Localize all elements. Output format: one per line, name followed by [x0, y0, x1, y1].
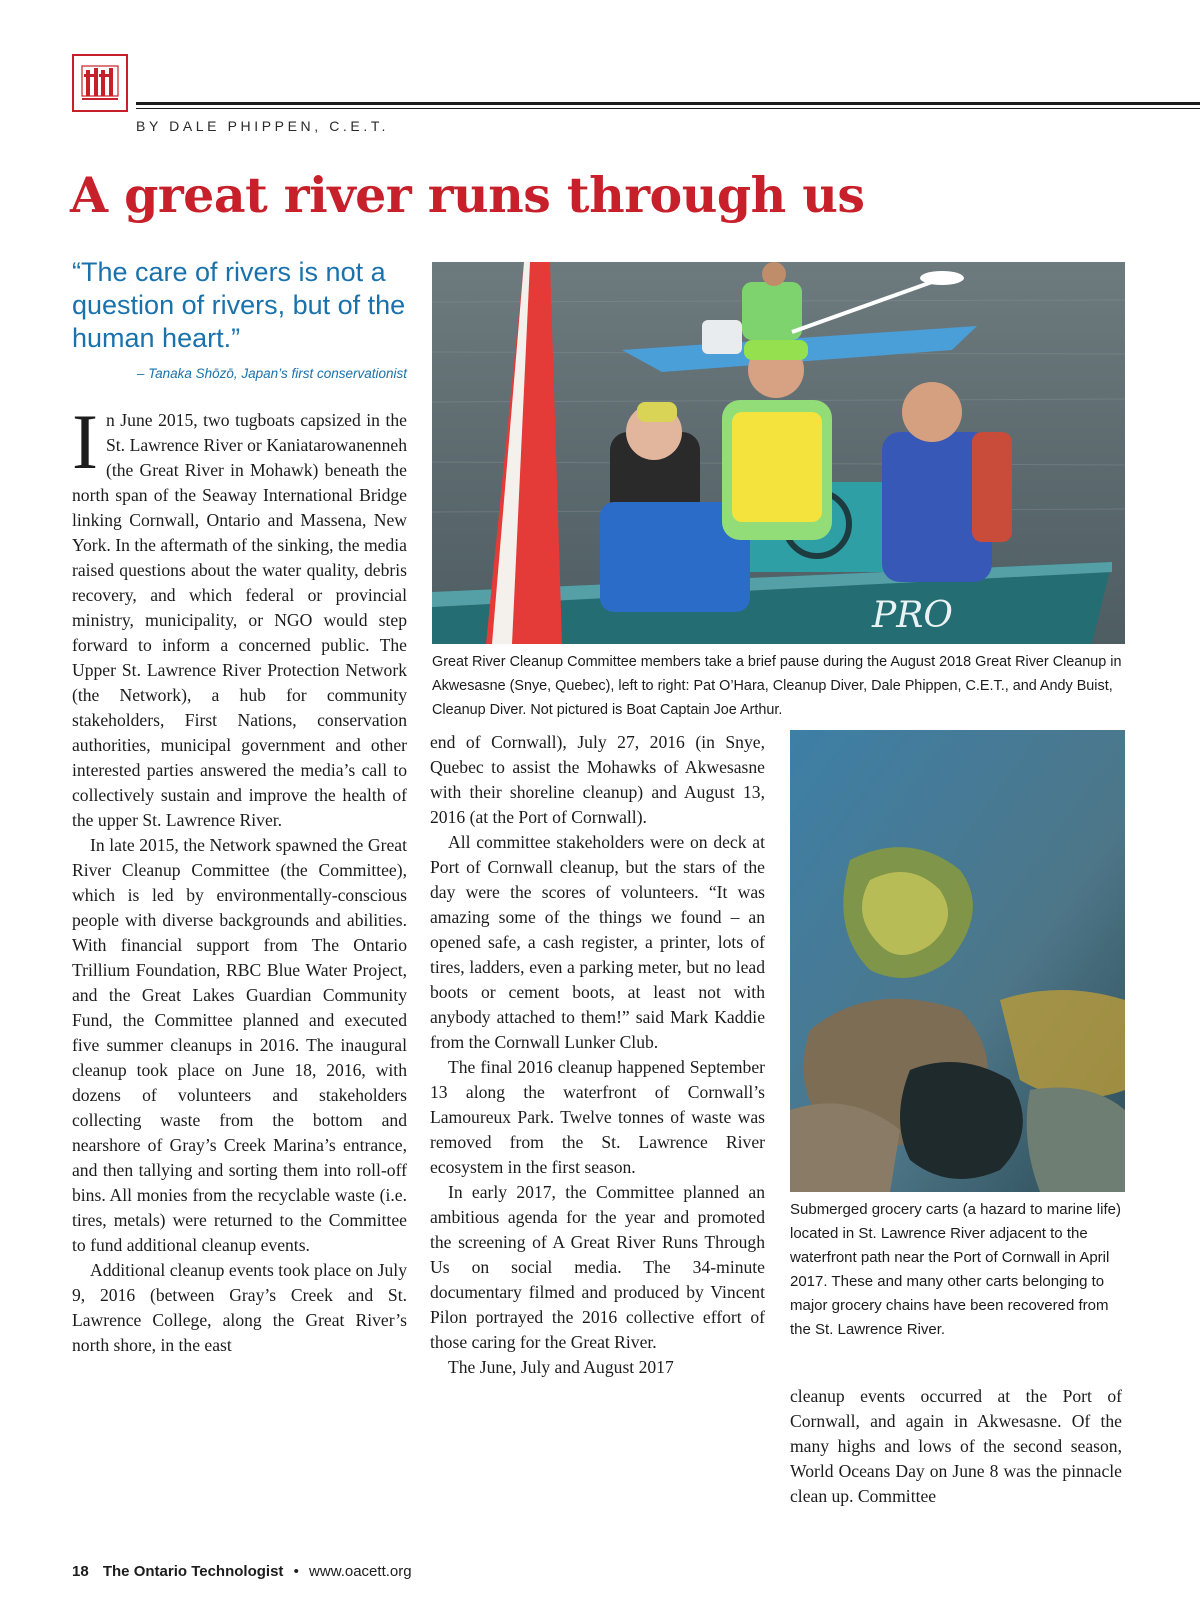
- page-footer: [72, 1563, 412, 1580]
- submerged-carts-photo: [790, 730, 1125, 1192]
- website-link[interactable]: www.oacett.org: [309, 1563, 412, 1580]
- page-number: 18: [72, 1563, 89, 1580]
- magazine-name: The Ontario Technologist: [102, 1563, 284, 1580]
- oacett-logo-icon: [72, 54, 128, 112]
- article-paragraph: Additional cleanup events took place on July 9, 2016 (between Gray’s Creek and St. Lawrence College, along the Great River’s north shore, in the east: [72, 1260, 407, 1355]
- cleanup-crew-photo: [432, 262, 1125, 644]
- article-column-1: [72, 398, 407, 1358]
- article-paragraph: In early 2017, the Committee planned an ambitious agenda for the year and promoted the screening of A Great River Runs Through Us on social media. The 34-minute documentary filmed and produced by Vincent Pilon portrayed the 2016 collective effort of those caring for the Great River.: [430, 1182, 765, 1352]
- header-rule: [136, 102, 1200, 105]
- pull-quote: “The care of rivers is not a question of rivers, but of the human heart.”: [72, 257, 406, 353]
- article-paragraph: In late 2015, the Network spawned the Great River Cleanup Committee (the Committee), which is led by environmentally-conscious people with diverse backgrounds and abilities. With financial support from The Ontario Trillium Foundation, RBC Blue Water Project, and the Great Lakes Guardian Community Fund, the Committee planned and executed five summer cleanups in 2016. The inaugural cleanup took place on June 18, 2016, with dozens of volunteers and stakeholders collecting waste from the bottom and nearshore of Gray’s Creek Marina’s entrance, and then tallying and sorting them into roll-off bins. All monies from the recyclable waste (i.e. tires, metals) were returned to the Committee to fund additional cleanup events.: [72, 835, 407, 1255]
- footer-separator: •: [293, 1563, 299, 1580]
- photo-caption-1: Great River Cleanup Committee members take a brief pause during the August 2018 Great River Cleanup in Akwesasne (Snye, Quebec), left to right: Pat O’Hara, Cleanup Diver, Dale Phippen, C.E.T., and Andy Buist, Cleanup Diver. Not pictured is Boat Captain Joe Arthur.: [432, 654, 1122, 718]
- article-paragraph: cleanup events occurred at the Port of Cornwall, and again in Akwesasne. Of the many highs and lows of the second season, World Oceans Day on June 8 was the pinnacle clean up. Committee: [790, 1386, 1122, 1506]
- quote-attribution: – Tanaka Shōzō, Japan’s first conservationist: [136, 366, 407, 381]
- article-paragraph: [72, 398, 407, 833]
- paragraph-text: n June 2015, two tugboats capsized in the St. Lawrence River or Kaniatarowanenneh (the Great River in Mohawk) beneath the north span of the Seaway International Bridge linking Cornwall, Ontario and Massena, New York. In the aftermath of the sinking, the media raised questions about the water quality, debris recovery, and which federal or provincial ministry, municipality, or NGO would step forward to inform a concerned public. The Upper St. Lawrence River Protection Network (the Network), a hub for community stakeholders, First Nations, conservation authorities, municipal government and other interested parties answered the media’s call to collectively sustain and improve the health of the upper St. Lawrence River.: [72, 410, 407, 830]
- article-column-2: [430, 730, 765, 1380]
- article-paragraph: end of Cornwall), July 27, 2016 (in Snye, Quebec to assist the Mohawks of Akwesasne with their shoreline cleanup) and August 13, 2016 (at the Port of Cornwall).: [430, 732, 765, 827]
- article-headline: A great river runs through us: [70, 166, 865, 224]
- article-paragraph: The final 2016 cleanup happened September 13 along the waterfront of Cornwall’s Lamoureux Park. Twelve tonnes of waste was removed from the St. Lawrence River ecosystem in the first season.: [430, 1057, 765, 1177]
- byline: BY DALE PHIPPEN, C.E.T.: [136, 118, 389, 134]
- drop-cap: I: [72, 398, 98, 485]
- header-rule-thin: [136, 108, 1200, 109]
- article-paragraph: All committee stakeholders were on deck at Port of Cornwall cleanup, but the stars of the day were the scores of volunteers. “It was amazing some of the things we found – an opened safe, a cash register, a printer, lots of tires, ladders, even a parking meter, but no lead boots or cement boots, at least not with anybody attached to them!” said Mark Kaddie from the Cornwall Lunker Club.: [430, 832, 765, 1052]
- photo-caption-2: Submerged grocery carts (a hazard to marine life) located in St. Lawrence River adjacent to the waterfront path near the Port of Cornwall in April 2017. These and many other carts belonging to major grocery chains have been recovered from the St. Lawrence River.: [790, 1201, 1121, 1338]
- article-paragraph: The June, July and August 2017: [448, 1357, 674, 1377]
- article-column-3: [790, 1384, 1122, 1509]
- boat-brand-text: PRO: [872, 595, 953, 636]
